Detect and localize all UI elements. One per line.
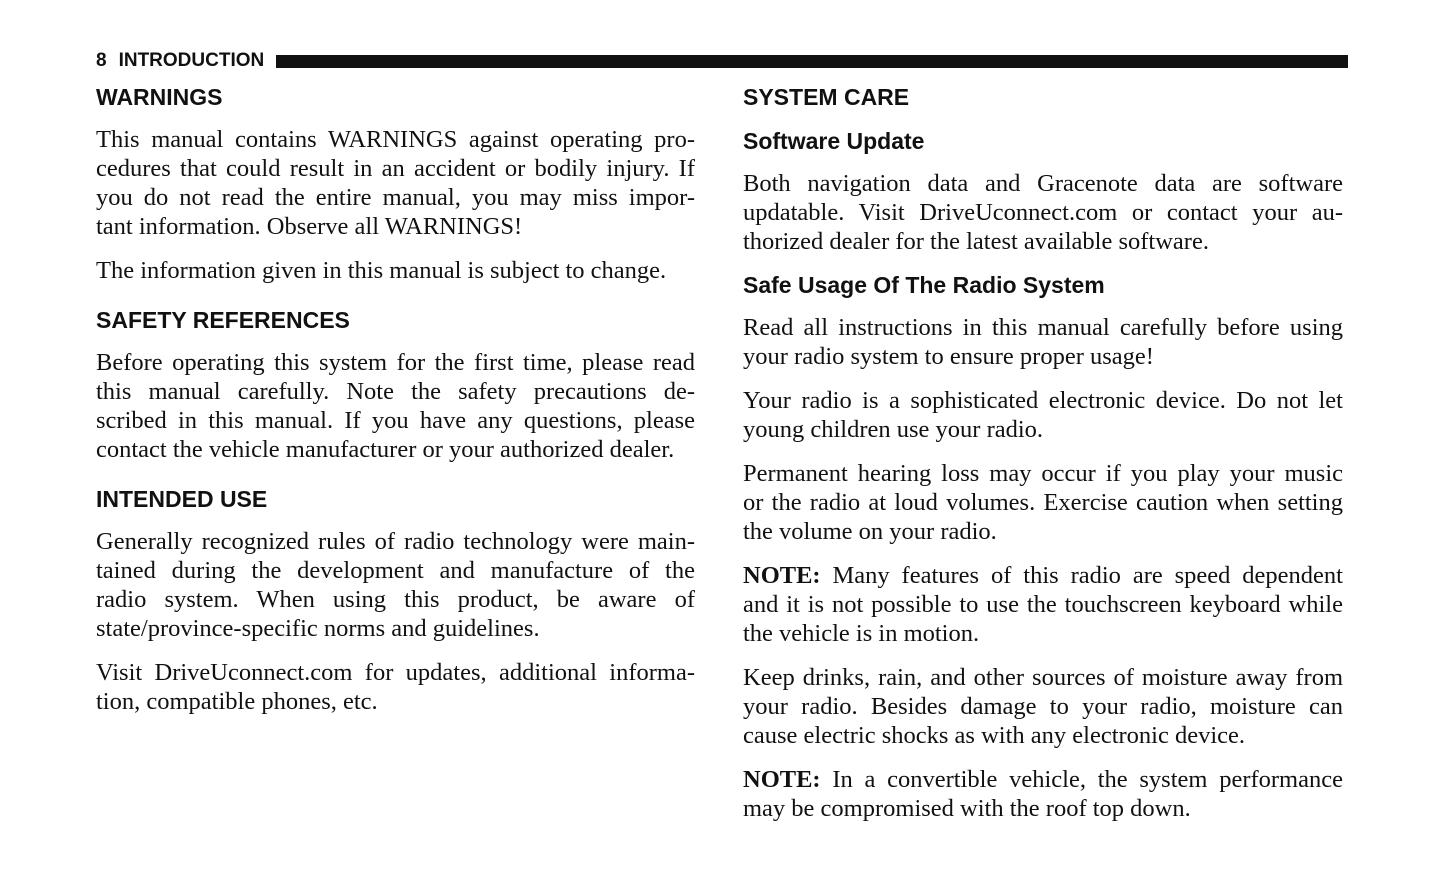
section-heading: SAFETY REFERENCES xyxy=(96,307,350,333)
text-line: The information given in this manual is subject to change. xyxy=(96,257,667,284)
text-line: This manual contains WARNINGS against operating pro- xyxy=(96,126,695,153)
paragraph xyxy=(743,663,1343,750)
text-line: tant information. Observe all WARNINGS! xyxy=(96,213,523,240)
text-line: state/province-specific norms and guidelines. xyxy=(96,615,540,642)
paragraph xyxy=(96,125,695,241)
text-line: Keep drinks, rain, and other sources of moisture away from xyxy=(743,664,1343,691)
section-heading: SYSTEM CARE xyxy=(743,84,910,110)
text-line: cause electric shocks as with any electronic device. xyxy=(743,722,1246,749)
text-line: thorized dealer for the latest available software. xyxy=(743,228,1209,255)
section-title: INTRODUCTION xyxy=(118,50,265,71)
text-line: Visit DriveUconnect.com for updates, additional informa- xyxy=(96,659,695,686)
paragraph xyxy=(96,348,695,464)
text-line: and it is not possible to use the touchscreen keyboard while xyxy=(743,591,1343,618)
text-line: may be compromised with the roof top down. xyxy=(743,795,1191,822)
text-line: tained during the development and manufacture of the xyxy=(96,557,695,584)
paragraph xyxy=(743,765,1343,823)
paragraph xyxy=(96,527,695,643)
header-rule xyxy=(276,55,1348,68)
note-label: NOTE: xyxy=(743,562,821,589)
page-header xyxy=(96,49,1348,73)
subsection-heading: Safe Usage Of The Radio System xyxy=(743,272,1105,298)
paragraph xyxy=(743,459,1343,546)
paragraph xyxy=(96,256,695,285)
subsection-heading: Software Update xyxy=(743,128,925,154)
section-heading: WARNINGS xyxy=(96,84,223,110)
text-line: this manual carefully. Note the safety precautions de- xyxy=(96,378,695,405)
line-text: Many features of this radio are speed dependent xyxy=(820,562,1343,589)
line-text: In a convertible vehicle, the system performance xyxy=(820,766,1343,793)
text-line: or the radio at loud volumes. Exercise caution when setting xyxy=(743,489,1343,516)
paragraph xyxy=(96,658,695,716)
page-number: 8 xyxy=(96,50,107,71)
paragraph xyxy=(743,169,1343,256)
section-heading: INTENDED USE xyxy=(96,486,268,512)
paragraph xyxy=(743,313,1343,371)
text-line: Permanent hearing loss may occur if you play your music xyxy=(743,460,1343,487)
text-line xyxy=(743,561,1343,590)
text-line: Read all instructions in this manual carefully before using xyxy=(743,314,1343,341)
text-line: Both navigation data and Gracenote data are software xyxy=(743,170,1343,197)
text-line: Your radio is a sophisticated electronic device. Do not let xyxy=(743,387,1343,414)
text-line: the vehicle is in motion. xyxy=(743,620,980,647)
left-column xyxy=(96,83,695,737)
text-line: Generally recognized rules of radio technology were main- xyxy=(96,528,695,555)
text-line xyxy=(743,765,1343,794)
paragraph xyxy=(743,386,1343,444)
text-line: tion, compatible phones, etc. xyxy=(96,688,378,715)
right-column xyxy=(743,83,1343,838)
text-line: young children use your radio. xyxy=(743,416,1044,443)
text-line: cedures that could result in an accident or bodily injury. If xyxy=(96,155,695,182)
note-label: NOTE: xyxy=(743,766,821,793)
text-line: Before operating this system for the first time, please read xyxy=(96,349,695,376)
text-line: you do not read the entire manual, you may miss impor- xyxy=(96,184,695,211)
text-line: radio system. When using this product, be aware of xyxy=(96,586,695,613)
paragraph xyxy=(743,561,1343,648)
text-line: your radio system to ensure proper usage! xyxy=(743,343,1154,370)
text-line: scribed in this manual. If you have any questions, please xyxy=(96,407,695,434)
text-line: contact the vehicle manufacturer or your authorized dealer. xyxy=(96,436,675,463)
text-line: updatable. Visit DriveUconnect.com or contact your au- xyxy=(743,199,1343,226)
text-line: the volume on your radio. xyxy=(743,518,997,545)
text-line: your radio. Besides damage to your radio, moisture can xyxy=(743,693,1343,720)
